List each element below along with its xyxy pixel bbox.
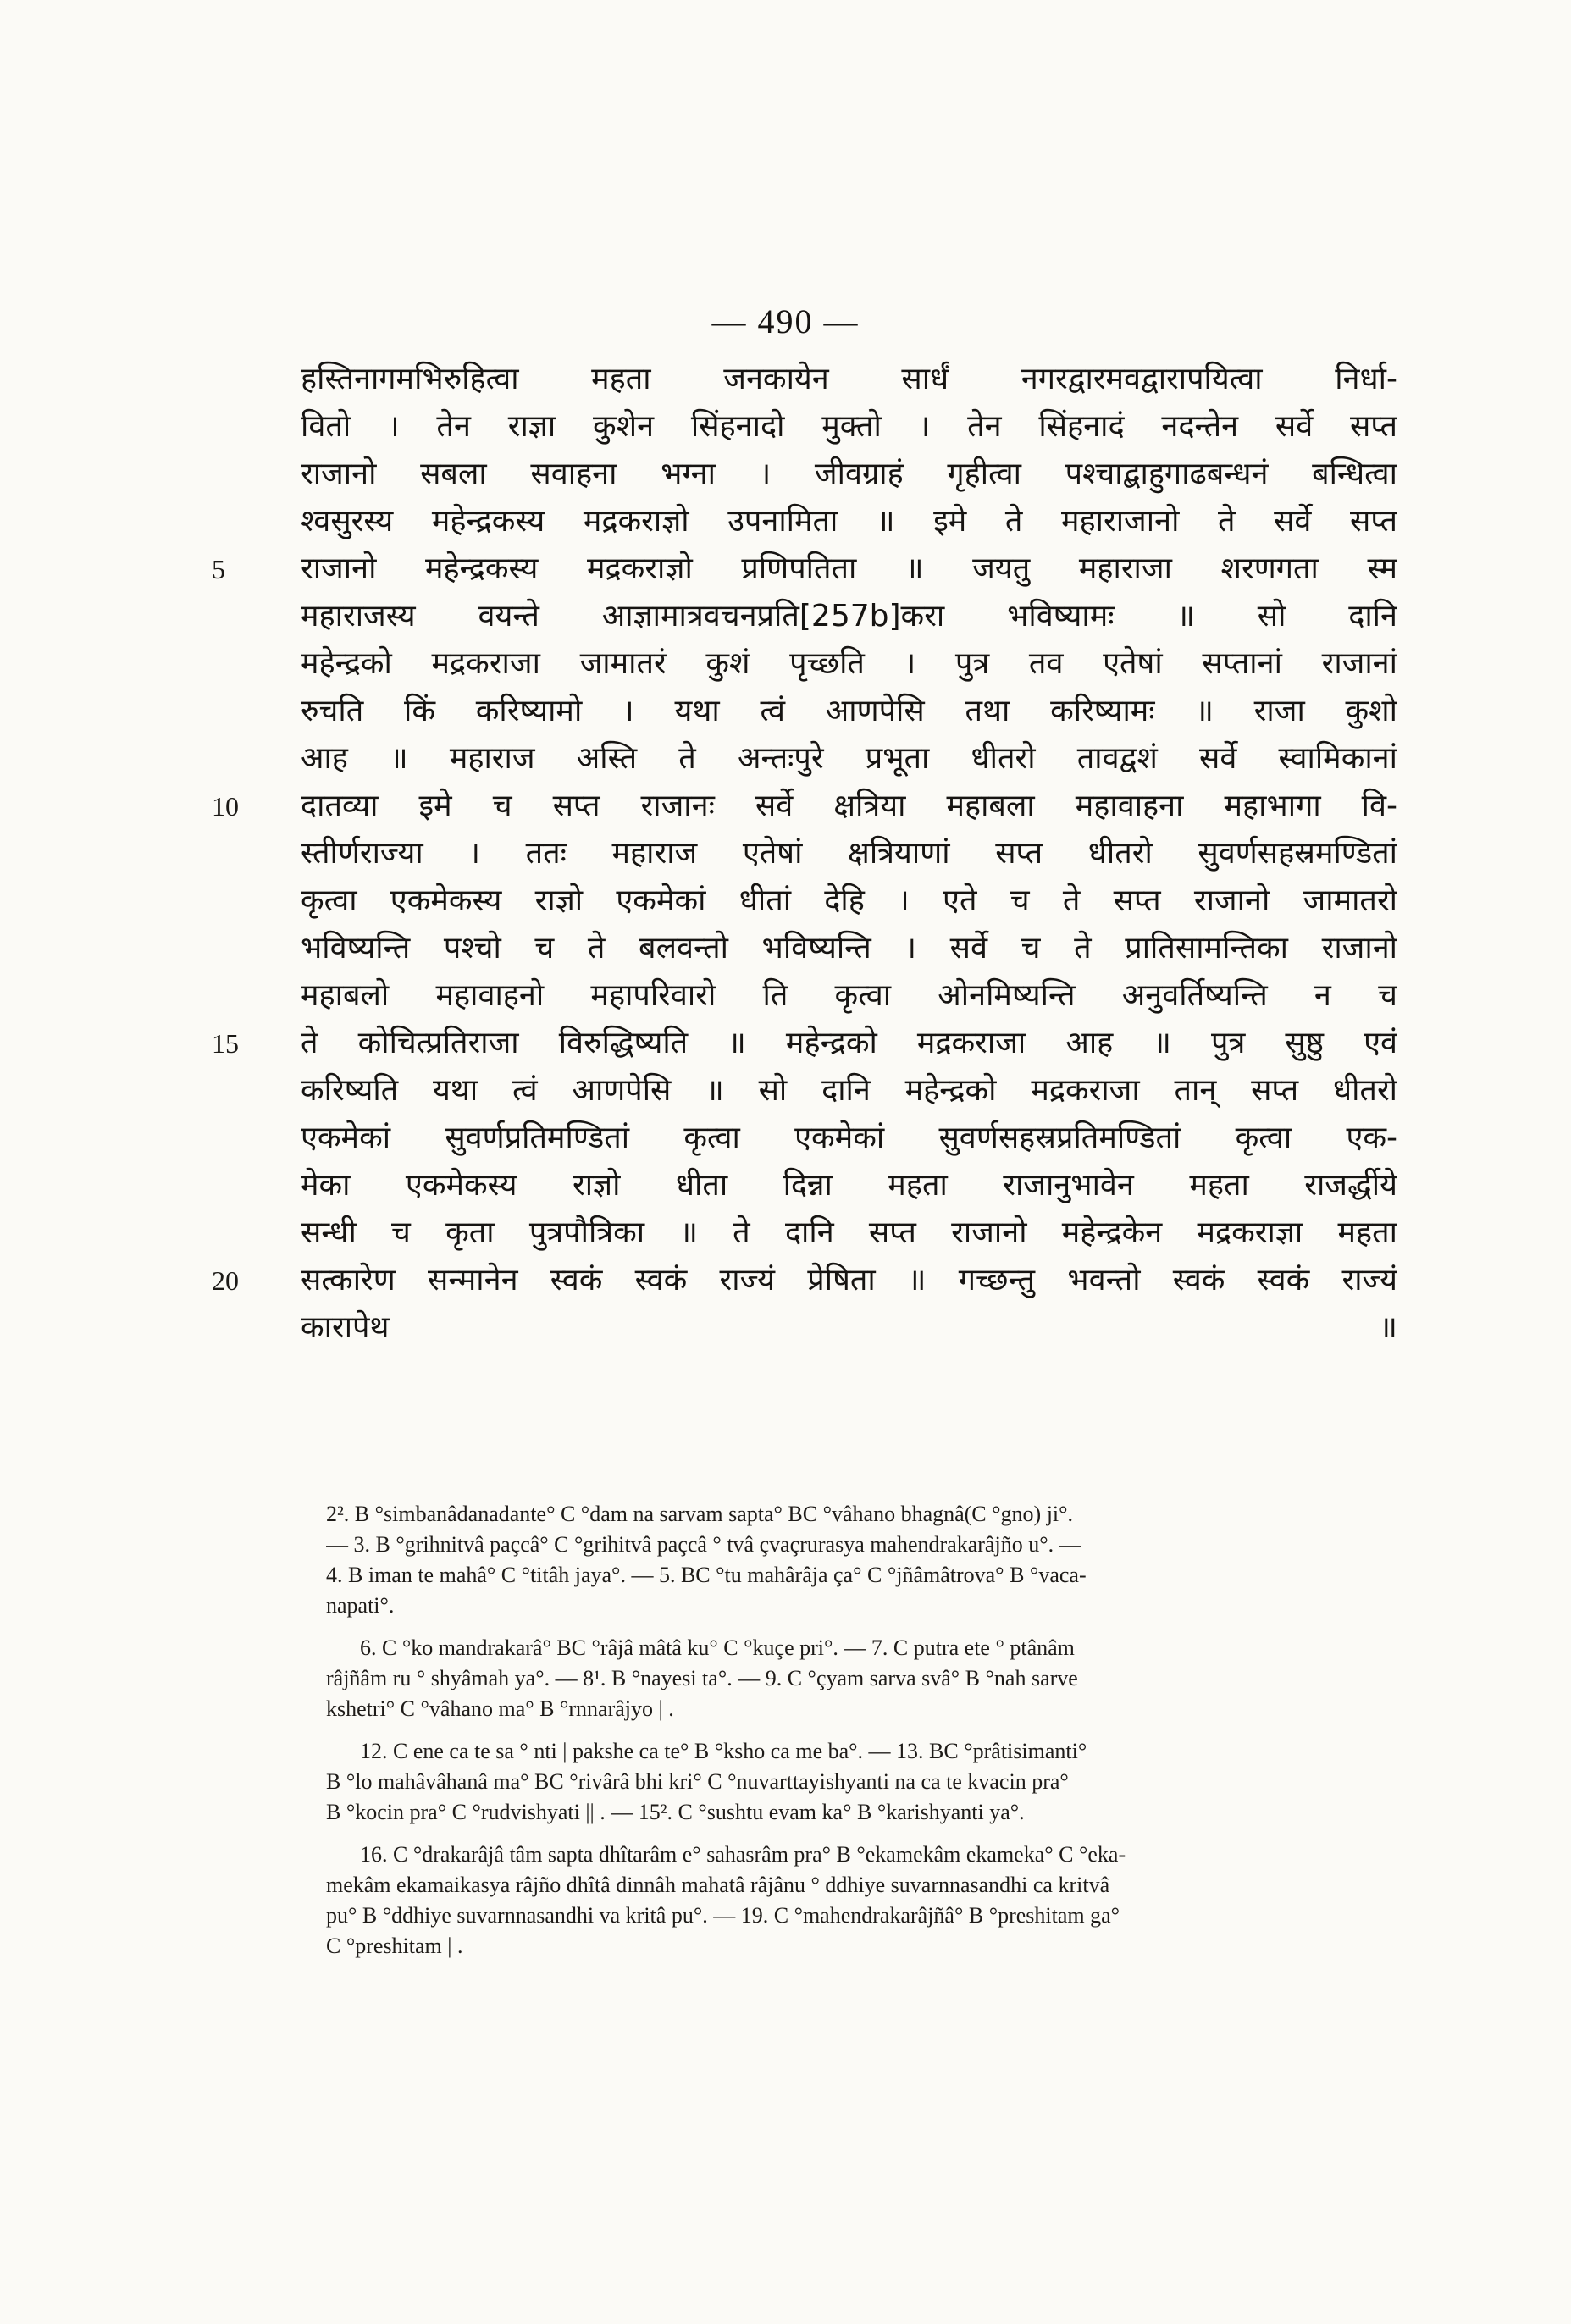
footnotes <box>326 1499 1393 1973</box>
line-text: कारापेथ ॥ <box>301 1310 1397 1345</box>
footnote-block <box>326 1499 1393 1621</box>
line-number: 20 <box>212 1265 239 1296</box>
line-text: ते कोचित्प्रतिराजा विरुद्धिष्यति ॥ महेन्द्रको मद्रकराजा आह ॥ पुत्र सुष्ठु एवं <box>301 1026 1397 1060</box>
text-line <box>212 735 1397 783</box>
line-text: कृत्वा एकमेकस्य राज्ञो एकमेकां धीतां देहि । एते च ते सप्त राजानो जामातरो <box>301 883 1397 918</box>
line-text: महाराजस्य वयन्ते आज्ञामात्रवचनप्रति[257b]करा भविष्यामः ॥ सो दानि <box>301 599 1397 634</box>
footnote-line: B °lo mahâvâhanâ ma° BC °rivârâ bhi kri° C °nuvarttayishyanti na ca te kvacin pra° <box>326 1769 1069 1794</box>
footnote-line: mekâm ekamaikasya râjño dhîtâ dinnâh mahatâ râjânu ° ddhiye suvarnnasandhi ca kritvâ <box>326 1873 1110 1897</box>
footnote-line: B °kocin pra° C °rudvishyati || . — 15². C °sushtu evam ka° B °karishyanti ya°. <box>326 1800 1025 1824</box>
footnote-line: 12. C ene ca te sa ° nti | pakshe ca te° B °ksho ca me ba°. — 13. BC °prâtisimanti° <box>360 1739 1087 1763</box>
line-text: वितो । तेन राज्ञा कुशेन सिंहनादो मुक्तो । तेन सिंहनादं नदन्तेन सर्वे सप्त <box>301 409 1397 444</box>
text-line <box>212 1067 1397 1115</box>
text-line <box>212 403 1397 451</box>
line-number: 10 <box>212 791 239 822</box>
line-text: महेन्द्रको मद्रकराजा जामातरं कुशं पृच्छति । पुत्र तव एतेषां सप्तानां राजानां <box>301 646 1397 681</box>
footnote-line: napati°. <box>326 1593 395 1618</box>
text-line <box>212 498 1397 545</box>
footnote-line: 16. C °drakarâjâ tâm sapta dhîtarâm e° sahasrâm pra° B °ekamekâm ekameka° C °eka- <box>360 1842 1126 1867</box>
text-line <box>212 1115 1397 1162</box>
footnote-line: râjñâm ru ° shyâmah ya°. — 8¹. B °nayesi ta°. — 9. C °çyam sarva svâ° B °nah sarve <box>326 1666 1078 1690</box>
footnote-line: 6. C °ko mandrakarâ° BC °râjâ mâtâ ku° C °kuçe pri°. — 7. C putra ete ° ptânâm <box>360 1635 1075 1660</box>
text-line <box>212 1257 1397 1304</box>
text-line <box>212 451 1397 498</box>
text-line <box>212 972 1397 1020</box>
text-line <box>212 783 1397 830</box>
text-line <box>212 1209 1397 1257</box>
line-text: महाबलो महावाहनो महापरिवारो ति कृत्वा ओनमिष्यन्ति अनुवर्तिष्यन्ति न च <box>301 978 1397 1013</box>
text-line <box>212 1020 1397 1067</box>
page-number: — 490 — <box>711 302 860 340</box>
line-number: 15 <box>212 1028 239 1059</box>
footnote-line: — 3. B °grihnitvâ paçcâ° C °grihitvâ paçcâ ° tvâ çvaçrurasya mahendrakarâjño u°. — <box>326 1532 1081 1557</box>
line-number: 5 <box>212 554 225 584</box>
line-text: एकमेकां सुवर्णप्रतिमण्डितां कृत्वा एकमेकां सुवर्णसहस्रप्रतिमण्डितां कृत्वा एक- <box>301 1120 1397 1155</box>
footnote-line: C °preshitam | . <box>326 1934 463 1958</box>
text-line <box>212 830 1397 877</box>
line-text: स्तीर्णराज्या । ततः महाराज एतेषां क्षत्रियाणां सप्त धीतरो सुवर्णसहस्रमण्डितां <box>301 836 1397 871</box>
sanskrit-main-text <box>212 356 1397 1352</box>
line-text: राजानो महेन्द्रकस्य मद्रकराज्ञो प्रणिपतिता ॥ जयतु महाराजा शरणगता स्म <box>301 551 1397 586</box>
line-text: करिष्यति यथा त्वं आणपेसि ॥ सो दानि महेन्द्रको मद्रकराजा तान् सप्त धीतरो <box>301 1073 1397 1108</box>
footnote-line: 4. B iman te mahâ° C °titâh jaya°. — 5. BC °tu mahârâja ça° C °jñâmâtrova° B °vaca- <box>326 1563 1087 1587</box>
text-line <box>212 356 1397 403</box>
line-text: सत्कारेण सन्मानेन स्वकं स्वकं राज्यं प्रेषिता ॥ गच्छन्तु भवन्तो स्वकं स्वकं राज्यं <box>301 1263 1397 1298</box>
text-line <box>212 1304 1397 1352</box>
line-text: राजानो सबला सवाहना भग्ना । जीवग्राहं गृहीत्वा पश्चाद्बाहुगाढबन्धनं बन्धित्वा <box>301 456 1397 491</box>
footnote-block <box>326 1840 1393 1962</box>
footnote-line: kshetri° C °vâhano ma° B °rnnarâjyo | . <box>326 1696 674 1721</box>
line-text: रुचति किं करिष्यामो । यथा त्वं आणपेसि तथा करिष्यामः ॥ राजा कुशो <box>301 694 1397 728</box>
footnote-line: pu° B °ddhiye suvarnnasandhi va kritâ pu°. — 19. C °mahendrakarâjñâ° B °preshitam ga° <box>326 1903 1120 1928</box>
text-line <box>212 640 1397 688</box>
footnote-line: 2². B °simbanâdanadante° C °dam na sarvam sapta° BC °vâhano bhagnâ(C °gno) ji°. <box>326 1502 1074 1526</box>
footnote-block <box>326 1633 1393 1724</box>
text-line <box>212 925 1397 972</box>
line-text: श्वसुरस्य महेन्द्रकस्य मद्रकराज्ञो उपनामिता ॥ इमे ते महाराजानो ते सर्वे सप्त <box>301 504 1397 539</box>
line-text: दातव्या इमे च सप्त राजानः सर्वे क्षत्रिया महाबला महावाहना महाभागा वि- <box>301 788 1397 823</box>
line-text: आह ॥ महाराज अस्ति ते अन्तःपुरे प्रभूता धीतरो तावद्वशं सर्वे स्वामिकानां <box>301 741 1397 776</box>
text-line <box>212 877 1397 925</box>
line-text: मेका एकमेकस्य राज्ञो धीता दिन्ना महता राजानुभावेन महता राजर्द्धीये <box>301 1168 1397 1203</box>
footnote-block <box>326 1736 1393 1828</box>
text-line <box>212 688 1397 735</box>
line-text: भविष्यन्ति पश्चो च ते बलवन्तो भविष्यन्ति । सर्वे च ते प्रातिसामन्तिका राजानो <box>301 931 1397 966</box>
line-text: सन्धी च कृता पुत्रपौत्रिका ॥ ते दानि सप्त राजानो महेन्द्रकेन मद्रकराज्ञा महता <box>301 1215 1397 1250</box>
text-line <box>212 593 1397 640</box>
line-text: हस्तिनागमभिरुहित्वा महता जनकायेन सार्धं नगरद्वारमवद्वारापयित्वा निर्धा- <box>301 362 1397 396</box>
text-line <box>212 545 1397 593</box>
text-line <box>212 1162 1397 1209</box>
